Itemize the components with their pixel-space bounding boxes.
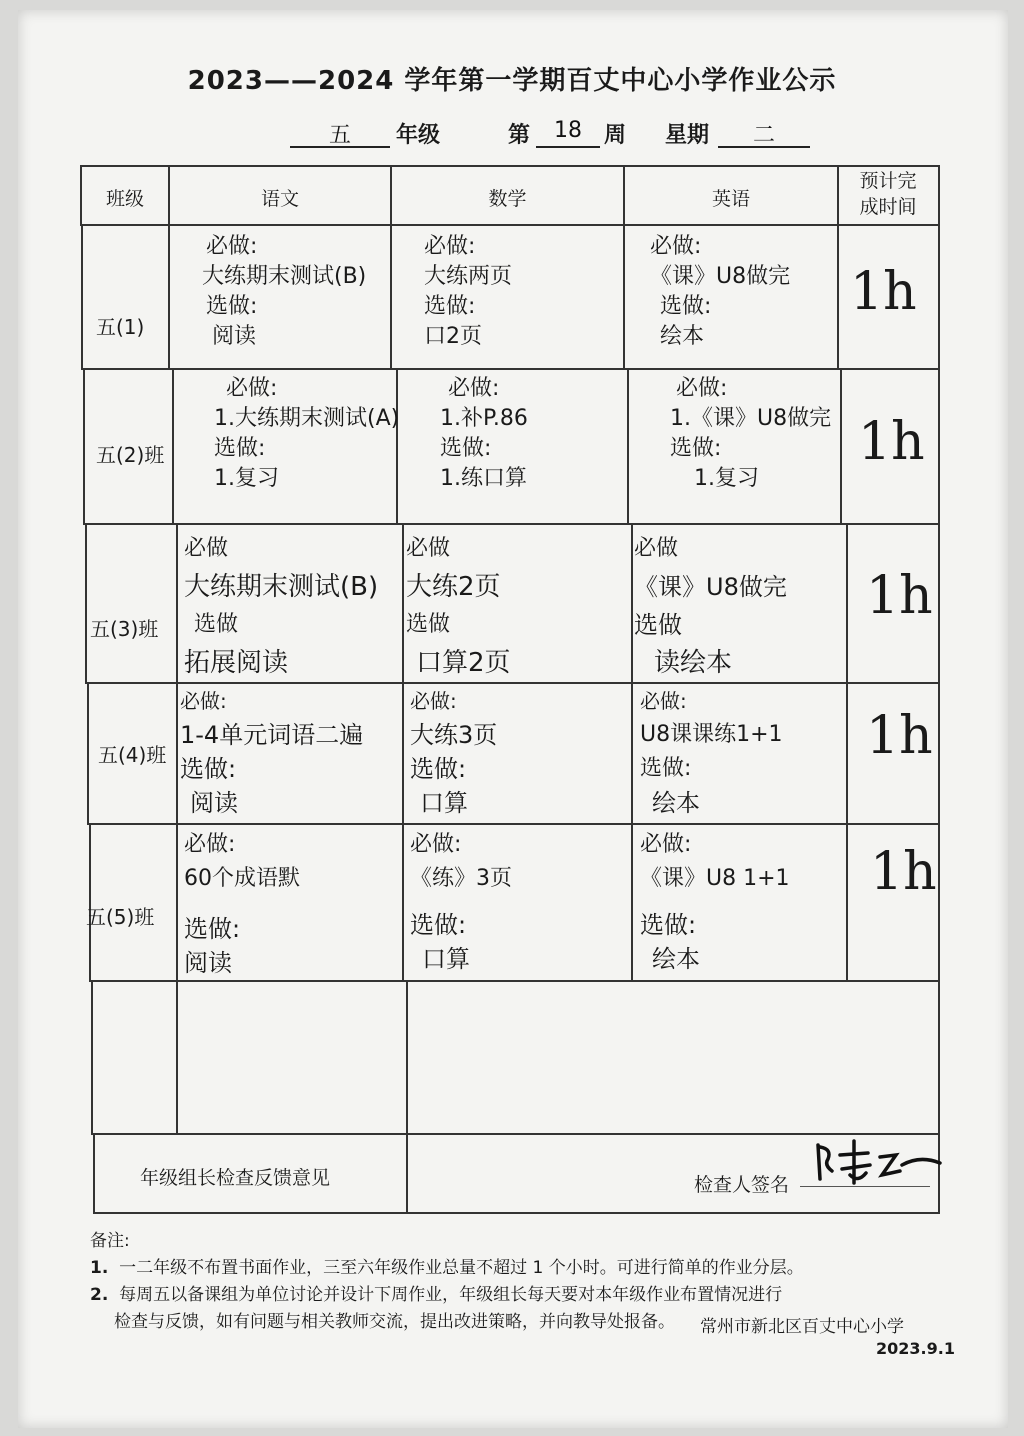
class-label: 五(1) — [96, 315, 145, 339]
header-chinese: 语文 — [260, 188, 299, 210]
weekday-value: 二 — [718, 118, 810, 148]
english-homework: 必做: 《课》U8 1+1 选做: 绘本 — [640, 832, 790, 973]
page-title: 2023——2024 学年第一学期百丈中心小学作业公示 — [187, 66, 837, 96]
notes-item-2-cont: 检查与反馈，如有问题与相关教师交流，提出改进策略，并向教导处报备。 — [114, 1312, 675, 1332]
math-homework: 必做: 大练两页 选做: 口2页 — [424, 234, 513, 349]
checker-label: 检查人签名 — [694, 1174, 790, 1196]
grade-label: 年级 — [396, 123, 441, 148]
time-value: 1h — [850, 262, 917, 322]
week-prefix: 第 — [508, 123, 531, 148]
header-time-line1: 预计完 — [859, 170, 917, 192]
feedback-label: 年级组长检查反馈意见 — [140, 1167, 331, 1189]
weekday-label: 星期 — [665, 123, 710, 148]
week-label: 周 — [604, 123, 627, 148]
time-value: 1h — [866, 566, 933, 626]
chinese-homework: 必做: 1-4单元词语二遍 选做: 阅读 — [180, 689, 364, 817]
date: 2023.9.1 — [876, 1339, 955, 1358]
class-label: 五(5)班 — [86, 905, 155, 929]
time-value: 1h — [870, 842, 937, 902]
chinese-homework: 必做: 60个成语默 选做: 阅读 — [184, 832, 300, 977]
class-label: 五(2)班 — [96, 443, 165, 467]
school-name: 常州市新北区百丈中心小学 — [700, 1317, 904, 1337]
header-class: 班级 — [105, 188, 144, 210]
english-homework: 必做 《课》U8做完 选做 读绘本 — [634, 536, 787, 678]
notes-item-1: 1. 一二年级不布置书面作业，三至六年级作业总量不超过 1 个小时。可进行简单的作业分层。 — [90, 1258, 804, 1278]
english-homework: 必做: U8课课练1+1 选做: 绘本 — [640, 689, 783, 817]
grade-week-line — [290, 118, 830, 152]
class-label: 五(3)班 — [90, 617, 159, 641]
header-time — [839, 168, 937, 220]
header-english: 英语 — [711, 188, 750, 210]
class-label: 五(4)班 — [98, 743, 167, 767]
checker-signature — [810, 1135, 960, 1190]
week-value: 18 — [536, 118, 600, 148]
chinese-homework: 必做: 1.大练期末测试(A) 选做: 1.复习 — [214, 376, 400, 491]
notes-heading: 备注: — [90, 1231, 130, 1251]
english-homework: 必做: 《课》U8做完 选做: 绘本 — [650, 234, 791, 349]
header-time-line2: 成时间 — [859, 196, 917, 218]
time-value: 1h — [858, 412, 925, 472]
time-value: 1h — [866, 706, 933, 766]
paper-sheet — [18, 10, 1008, 1428]
header-math: 数学 — [488, 188, 527, 210]
chinese-homework: 必做: 大练期末测试(B) 选做: 阅读 — [202, 234, 367, 349]
math-homework: 必做: 大练3页 选做: 口算 — [410, 689, 498, 817]
math-homework: 必做: 《练》3页 选做: 口算 — [410, 832, 512, 973]
math-homework: 必做: 1.补P.86 选做: 1.练口算 — [440, 376, 528, 491]
notes-item-2: 2. 每周五以备课组为单位讨论并设计下周作业，年级组长每天要对本年级作业布置情况进行 — [90, 1285, 783, 1305]
chinese-homework: 必做 大练期末测试(B) 选做 拓展阅读 — [184, 536, 379, 678]
english-homework: 必做: 1.《课》U8做完 选做: 1.复习 — [670, 376, 832, 491]
math-homework: 必做 大练2页 选做 口算2页 — [406, 536, 511, 678]
grade-value: 五 — [290, 118, 390, 148]
